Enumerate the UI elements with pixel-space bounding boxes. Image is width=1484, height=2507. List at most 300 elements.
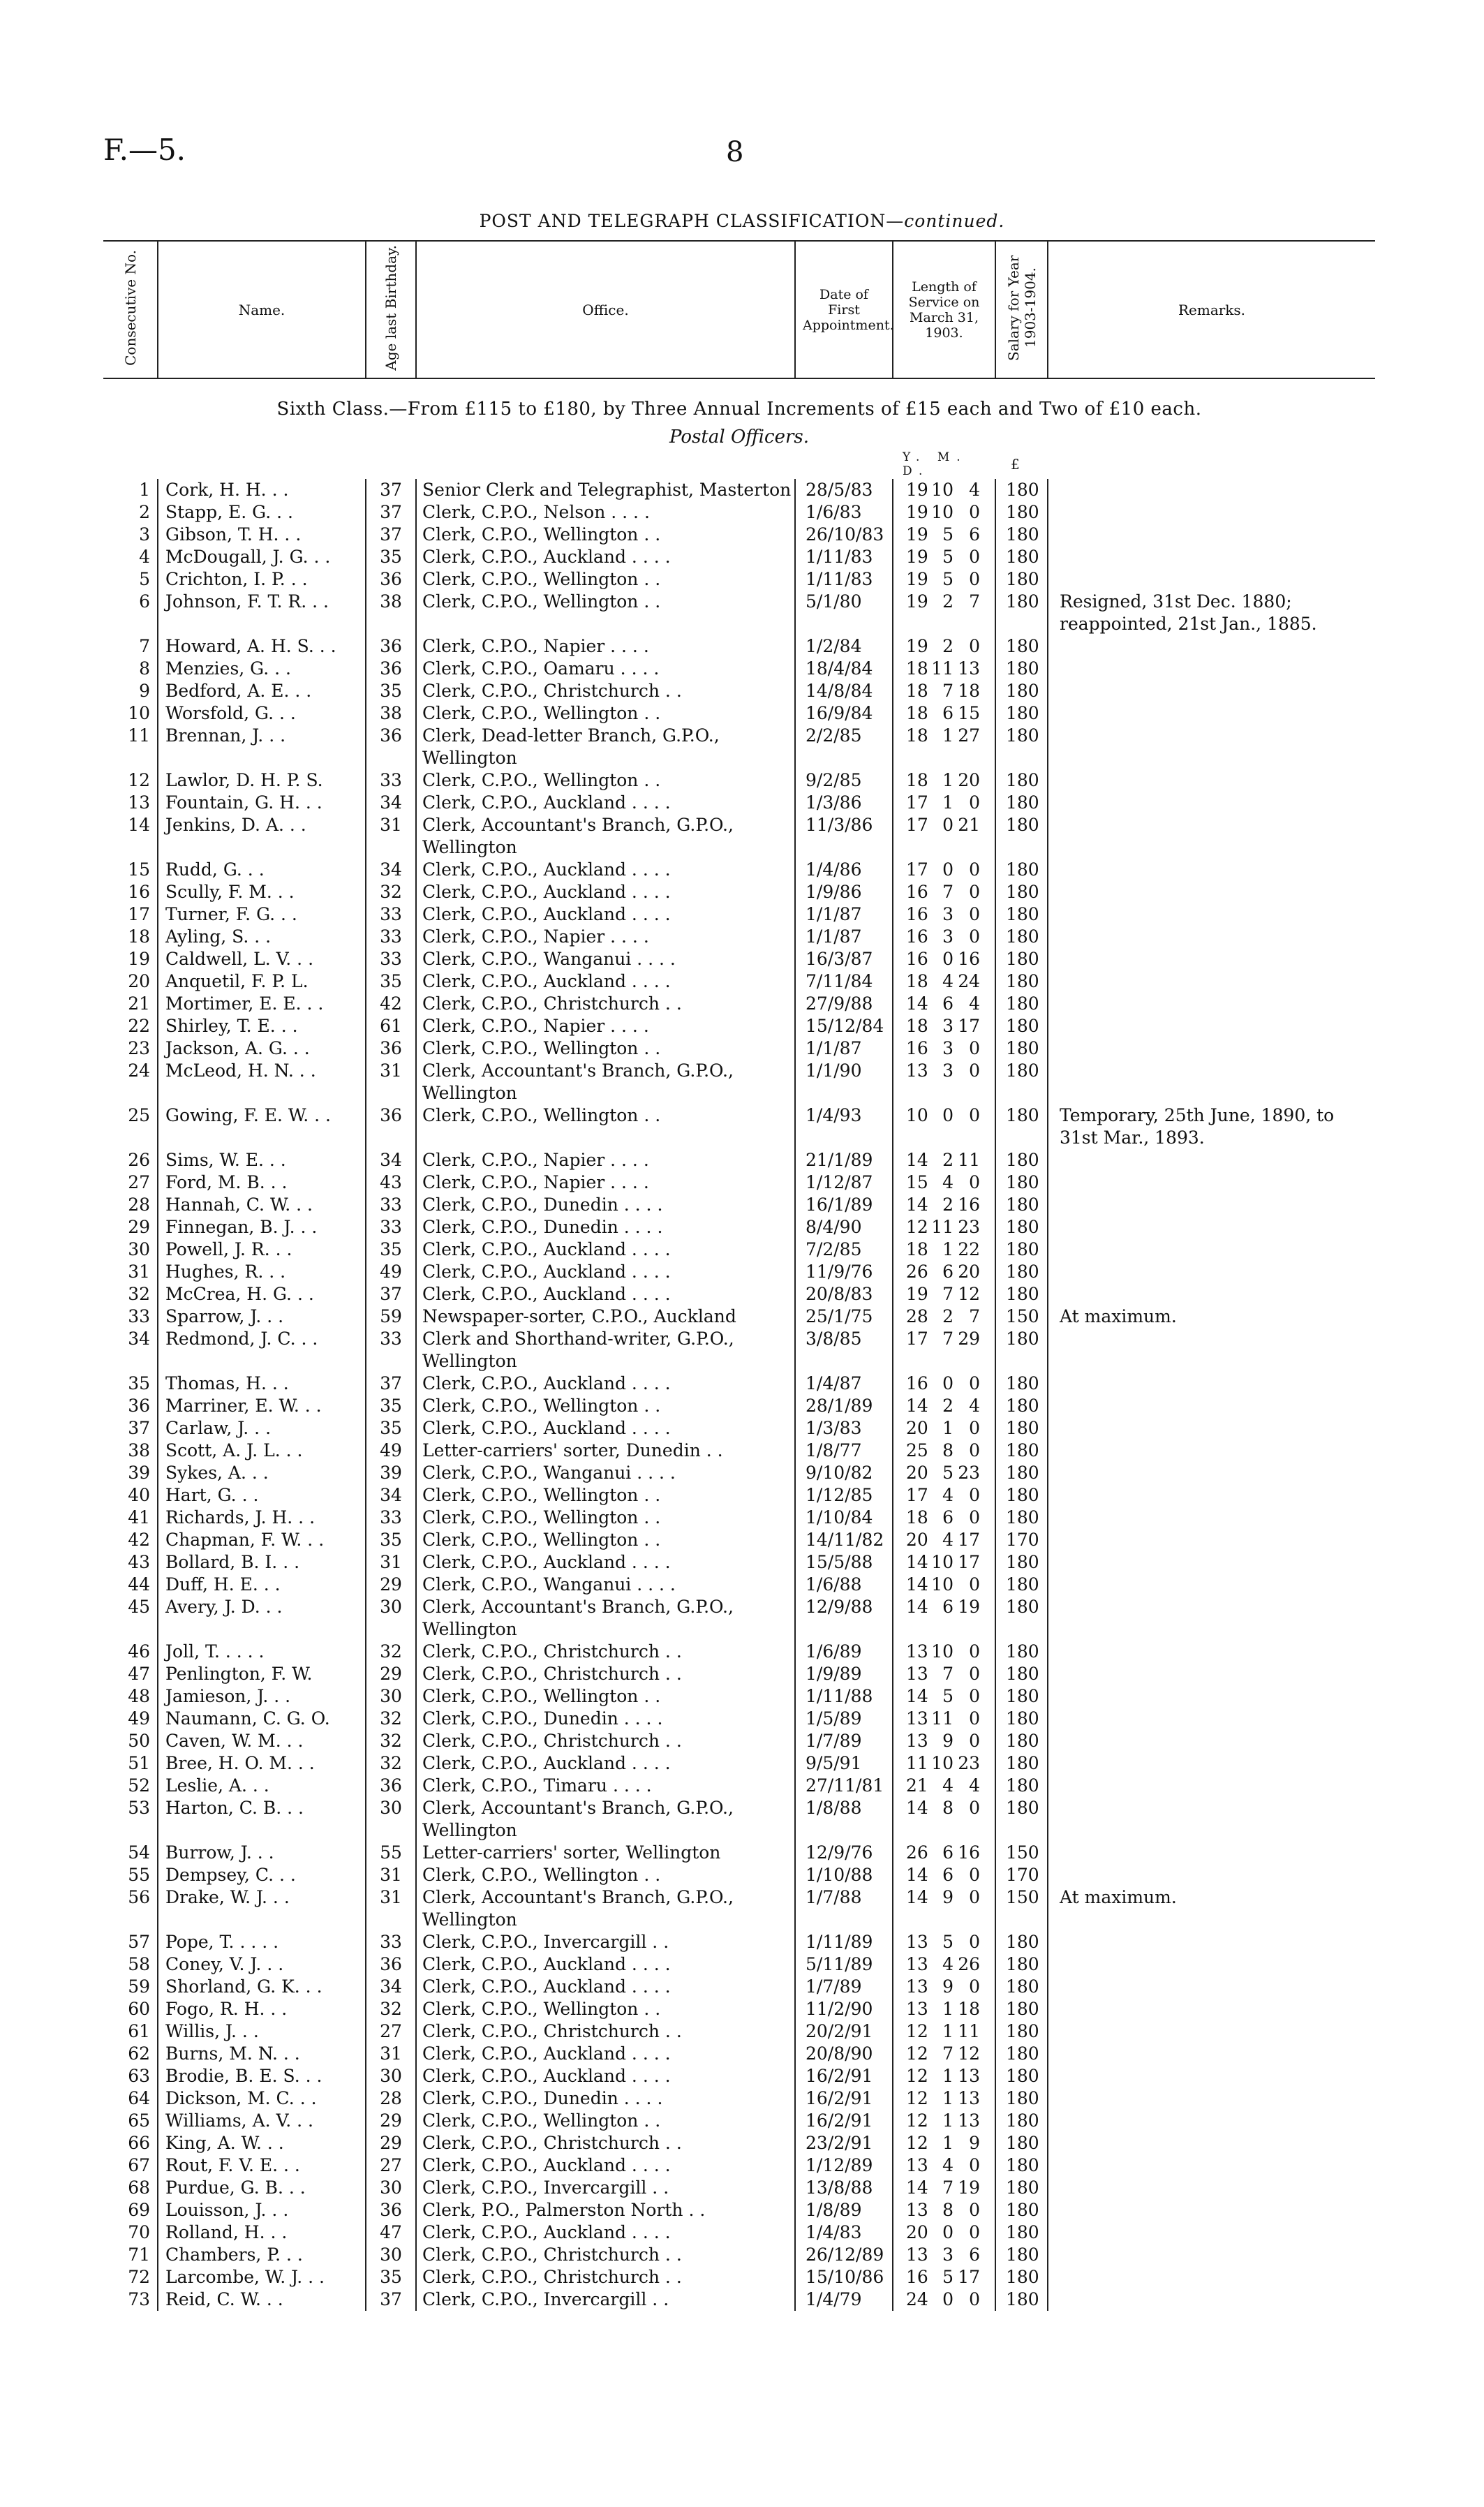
salary-value: 180 xyxy=(995,635,1048,658)
service-years: 13 xyxy=(906,1976,928,1997)
service-years: 14 xyxy=(906,1686,928,1706)
table-row xyxy=(103,1060,1375,1104)
service-length xyxy=(893,2221,995,2244)
service-years: 10 xyxy=(906,1105,928,1125)
office-value: Clerk, C.P.O., Auckland . . . . xyxy=(416,1373,795,1395)
consecutive-no: 8 xyxy=(139,658,150,679)
employee-name: Chambers, P. . . xyxy=(158,2244,366,2266)
service-months: 6 xyxy=(942,703,954,723)
remarks-value xyxy=(1048,1931,1375,1953)
service-length xyxy=(893,2043,995,2065)
remarks-value: Temporary, 25th June, 1890, to 31st Mar., 1893. xyxy=(1048,1104,1375,1149)
service-length xyxy=(893,2199,995,2221)
employee-name: Penlington, F. W. xyxy=(158,1663,366,1685)
appointment-date: 1/6/89 xyxy=(795,1641,893,1663)
title-continued: continued. xyxy=(904,211,1005,231)
salary-value: 180 xyxy=(995,479,1048,501)
salary-value: 180 xyxy=(995,1216,1048,1238)
remarks-value xyxy=(1048,1842,1375,1864)
service-years: 18 xyxy=(906,725,928,746)
office-value: Clerk, C.P.O., Auckland . . . . xyxy=(416,2043,795,2065)
consecutive-no: 37 xyxy=(128,1418,150,1438)
appointment-date: 1/12/85 xyxy=(795,1484,893,1507)
salary-value: 180 xyxy=(995,1775,1048,1797)
office-value: Clerk, C.P.O., Nelson . . . . xyxy=(416,501,795,524)
service-months: 1 xyxy=(942,2021,954,2041)
table-row xyxy=(103,1306,1375,1328)
appointment-date: 1/4/83 xyxy=(795,2221,893,2244)
consecutive-no: 54 xyxy=(128,1842,150,1863)
col-date: Date of First Appointment. xyxy=(795,241,893,378)
consecutive-no: 19 xyxy=(128,949,150,969)
table-row xyxy=(103,881,1375,903)
service-days: 0 xyxy=(969,1574,980,1595)
consecutive-no: 35 xyxy=(128,1373,150,1393)
service-months: 6 xyxy=(942,1507,954,1528)
service-length xyxy=(893,2177,995,2199)
salary-value: 180 xyxy=(995,926,1048,948)
remarks-value xyxy=(1048,2199,1375,2221)
salary-value: 180 xyxy=(995,1574,1048,1596)
remarks-value xyxy=(1048,2266,1375,2288)
table-row xyxy=(103,2266,1375,2288)
employee-name: Sparrow, J. . . xyxy=(158,1306,366,1328)
service-length xyxy=(893,524,995,546)
service-years: 18 xyxy=(906,703,928,723)
remarks-value xyxy=(1048,1953,1375,1976)
service-years: 13 xyxy=(906,1932,928,1952)
service-years: 12 xyxy=(906,2066,928,2086)
service-days: 18 xyxy=(958,1999,980,2019)
service-years: 18 xyxy=(906,971,928,991)
salary-value: 180 xyxy=(995,859,1048,881)
service-length xyxy=(893,658,995,680)
service-months: 6 xyxy=(942,1842,954,1863)
office-value: Clerk, C.P.O., Dunedin . . . . xyxy=(416,1194,795,1216)
appointment-date: 1/6/83 xyxy=(795,501,893,524)
table-row xyxy=(103,501,1375,524)
table-row xyxy=(103,1015,1375,1037)
service-months: 5 xyxy=(942,524,954,545)
age-value: 43 xyxy=(366,1171,416,1194)
service-length xyxy=(893,1529,995,1551)
salary-value: 180 xyxy=(995,501,1048,524)
service-years: 13 xyxy=(906,2155,928,2175)
service-years: 12 xyxy=(906,1217,928,1237)
table-row xyxy=(103,1998,1375,2020)
remarks-value xyxy=(1048,568,1375,591)
salary-value: 170 xyxy=(995,1864,1048,1886)
service-days: 0 xyxy=(969,1418,980,1438)
service-months: 4 xyxy=(942,1172,954,1192)
service-months: 3 xyxy=(942,1060,954,1081)
service-length xyxy=(893,1060,995,1104)
service-years: 18 xyxy=(906,681,928,701)
office-value: Clerk, C.P.O., Wellington . . xyxy=(416,769,795,792)
service-years: 14 xyxy=(906,1195,928,1215)
age-value: 34 xyxy=(366,859,416,881)
consecutive-no: 73 xyxy=(128,2289,150,2309)
service-days: 0 xyxy=(969,636,980,656)
service-months: 6 xyxy=(942,993,954,1014)
appointment-date: 27/9/88 xyxy=(795,993,893,1015)
table-row xyxy=(103,546,1375,568)
remarks-value xyxy=(1048,1462,1375,1484)
age-value: 35 xyxy=(366,1238,416,1261)
salary-value: 180 xyxy=(995,1037,1048,1060)
service-length xyxy=(893,1931,995,1953)
service-days: 12 xyxy=(958,2043,980,2064)
table-row xyxy=(103,1171,1375,1194)
service-months: 1 xyxy=(942,2133,954,2153)
appointment-date: 20/8/90 xyxy=(795,2043,893,2065)
table-row xyxy=(103,2221,1375,2244)
appointment-date: 8/4/90 xyxy=(795,1216,893,1238)
age-value: 61 xyxy=(366,1015,416,1037)
title-main: POST AND TELEGRAPH CLASSIFICATION— xyxy=(479,211,905,231)
consecutive-no: 51 xyxy=(128,1753,150,1773)
office-value: Clerk, C.P.O., Invercargill . . xyxy=(416,1931,795,1953)
service-days: 0 xyxy=(969,2289,980,2309)
salary-value: 180 xyxy=(995,1104,1048,1149)
table-row xyxy=(103,1641,1375,1663)
salary-value: 180 xyxy=(995,814,1048,859)
appointment-date: 16/3/87 xyxy=(795,948,893,970)
consecutive-no: 14 xyxy=(128,815,150,835)
office-value: Clerk, C.P.O., Wellington . . xyxy=(416,1507,795,1529)
remarks-value xyxy=(1048,2110,1375,2132)
age-value: 37 xyxy=(366,479,416,501)
service-days: 0 xyxy=(969,792,980,813)
service-length xyxy=(893,903,995,926)
service-months: 4 xyxy=(942,2155,954,2175)
office-value: Clerk, C.P.O., Invercargill . . xyxy=(416,2288,795,2311)
appointment-date: 1/7/89 xyxy=(795,1976,893,1998)
consecutive-no: 7 xyxy=(139,636,150,656)
remarks-value xyxy=(1048,1417,1375,1440)
office-value: Clerk, C.P.O., Napier . . . . xyxy=(416,1015,795,1037)
service-years: 16 xyxy=(906,904,928,924)
employee-name: Avery, J. D. . . xyxy=(158,1596,366,1641)
employee-name: Duff, H. E. . . xyxy=(158,1574,366,1596)
table-row xyxy=(103,993,1375,1015)
service-years: 26 xyxy=(906,1262,928,1282)
service-years: 12 xyxy=(906,2133,928,2153)
service-years: 14 xyxy=(906,993,928,1014)
service-months: 1 xyxy=(942,2088,954,2108)
appointment-date: 13/8/88 xyxy=(795,2177,893,2199)
employee-name: Anquetil, F. P. L. xyxy=(158,970,366,993)
employee-name: Fountain, G. H. . . xyxy=(158,792,366,814)
appointment-date: 14/11/82 xyxy=(795,1529,893,1551)
table-row xyxy=(103,2043,1375,2065)
appointment-date: 9/5/91 xyxy=(795,1752,893,1775)
service-days: 13 xyxy=(958,658,980,679)
salary-value: 180 xyxy=(995,1417,1048,1440)
table-row xyxy=(103,1752,1375,1775)
employee-name: Dempsey, C. . . xyxy=(158,1864,366,1886)
consecutive-no: 18 xyxy=(128,926,150,947)
salary-value: 180 xyxy=(995,970,1048,993)
service-days: 4 xyxy=(969,993,980,1014)
service-days: 11 xyxy=(958,2021,980,2041)
table-row xyxy=(103,1417,1375,1440)
service-days: 9 xyxy=(969,2133,980,2153)
service-length xyxy=(893,568,995,591)
remarks-value xyxy=(1048,2087,1375,2110)
service-days: 0 xyxy=(969,1798,980,1818)
salary-value: 180 xyxy=(995,702,1048,725)
appointment-date: 15/12/84 xyxy=(795,1015,893,1037)
service-months: 7 xyxy=(942,2177,954,2198)
service-years: 16 xyxy=(906,949,928,969)
service-years: 14 xyxy=(906,1150,928,1170)
service-length xyxy=(893,2244,995,2266)
remarks-value xyxy=(1048,725,1375,769)
service-months: 0 xyxy=(942,1373,954,1393)
table-row xyxy=(103,1440,1375,1462)
office-value: Clerk, Accountant's Branch, G.P.O., Wellington xyxy=(416,1596,795,1641)
service-months: 1 xyxy=(942,1418,954,1438)
appointment-date: 1/10/84 xyxy=(795,1507,893,1529)
consecutive-no: 20 xyxy=(128,971,150,991)
remarks-value xyxy=(1048,1507,1375,1529)
service-length xyxy=(893,1037,995,1060)
salary-value: 150 xyxy=(995,1842,1048,1864)
table-row xyxy=(103,1886,1375,1931)
service-length xyxy=(893,2087,995,2110)
service-length xyxy=(893,2020,995,2043)
table-row xyxy=(103,970,1375,993)
remarks-value xyxy=(1048,1194,1375,1216)
office-value: Clerk, C.P.O., Auckland . . . . xyxy=(416,1417,795,1440)
office-value: Clerk, C.P.O., Timaru . . . . xyxy=(416,1775,795,1797)
remarks-value xyxy=(1048,1373,1375,1395)
service-months: 7 xyxy=(942,1329,954,1349)
age-value: 36 xyxy=(366,2199,416,2221)
consecutive-no: 17 xyxy=(128,904,150,924)
table-row xyxy=(103,2244,1375,2266)
service-months: 7 xyxy=(942,681,954,701)
service-days: 13 xyxy=(958,2066,980,2086)
service-length xyxy=(893,635,995,658)
office-value: Clerk, C.P.O., Christchurch . . xyxy=(416,2244,795,2266)
remarks-value xyxy=(1048,1484,1375,1507)
employee-name: Larcombe, W. J. . . xyxy=(158,2266,366,2288)
employee-name: Hart, G. . . xyxy=(158,1484,366,1507)
age-value: 35 xyxy=(366,1395,416,1417)
service-years: 18 xyxy=(906,1507,928,1528)
service-days: 0 xyxy=(969,2222,980,2242)
service-length xyxy=(893,1440,995,1462)
consecutive-no: 59 xyxy=(128,1976,150,1997)
service-years: 14 xyxy=(906,2177,928,2198)
salary-value: 180 xyxy=(995,2177,1048,2199)
age-value: 37 xyxy=(366,1283,416,1306)
salary-value: 150 xyxy=(995,1886,1048,1931)
remarks-value xyxy=(1048,1864,1375,1886)
service-months: 6 xyxy=(942,1865,954,1885)
office-value: Clerk, C.P.O., Auckland . . . . xyxy=(416,903,795,926)
employee-name: Coney, V. J. . . xyxy=(158,1953,366,1976)
table-row xyxy=(103,1328,1375,1373)
remarks-value xyxy=(1048,1663,1375,1685)
age-value: 29 xyxy=(366,2132,416,2154)
salary-value: 180 xyxy=(995,2154,1048,2177)
service-length xyxy=(893,1574,995,1596)
service-days: 0 xyxy=(969,904,980,924)
service-length xyxy=(893,1462,995,1484)
age-value: 34 xyxy=(366,1149,416,1171)
table-row xyxy=(103,903,1375,926)
table-row xyxy=(103,1149,1375,1171)
office-value: Letter-carriers' sorter, Wellington xyxy=(416,1842,795,1864)
service-years: 13 xyxy=(906,1999,928,2019)
remarks-value xyxy=(1048,1708,1375,1730)
service-years: 20 xyxy=(906,1418,928,1438)
consecutive-no: 58 xyxy=(128,1954,150,1974)
employee-name: Thomas, H. . . xyxy=(158,1373,366,1395)
appointment-date: 11/9/76 xyxy=(795,1261,893,1283)
office-value: Clerk, C.P.O., Christchurch . . xyxy=(416,1663,795,1685)
appointment-date: 1/9/89 xyxy=(795,1663,893,1685)
service-months: 6 xyxy=(942,1262,954,1282)
salary-value: 180 xyxy=(995,993,1048,1015)
employee-name: McCrea, H. G. . . xyxy=(158,1283,366,1306)
remarks-value: Resigned, 31st Dec. 1880; reappointed, 21st Jan., 1885. xyxy=(1048,591,1375,635)
remarks-value xyxy=(1048,680,1375,702)
class-heading: Sixth Class.—From £115 to £180, by Three Annual Increments of £15 each and Two of £10 each. xyxy=(276,399,1202,420)
service-months: 3 xyxy=(942,1016,954,1036)
office-value: Clerk, C.P.O., Auckland . . . . xyxy=(416,2065,795,2087)
table-row xyxy=(103,1574,1375,1596)
service-length xyxy=(893,1842,995,1864)
salary-value: 180 xyxy=(995,658,1048,680)
service-length xyxy=(893,1685,995,1708)
consecutive-no: 47 xyxy=(128,1664,150,1684)
employee-name: Richards, J. H. . . xyxy=(158,1507,366,1529)
document-title xyxy=(0,211,1484,231)
salary-value: 180 xyxy=(995,1507,1048,1529)
table-row xyxy=(103,859,1375,881)
office-value: Clerk, C.P.O., Wellington . . xyxy=(416,1484,795,1507)
employee-name: Leslie, A. . . xyxy=(158,1775,366,1797)
appointment-date: 16/2/91 xyxy=(795,2065,893,2087)
employee-name: Chapman, F. W. . . xyxy=(158,1529,366,1551)
appointment-date: 1/4/79 xyxy=(795,2288,893,2311)
salary-value: 180 xyxy=(995,546,1048,568)
service-length xyxy=(893,859,995,881)
appointment-date: 28/1/89 xyxy=(795,1395,893,1417)
remarks-value xyxy=(1048,970,1375,993)
office-value: Clerk, C.P.O., Christchurch . . xyxy=(416,2266,795,2288)
service-days: 21 xyxy=(958,815,980,835)
appointment-date: 1/11/83 xyxy=(795,546,893,568)
consecutive-no: 52 xyxy=(128,1775,150,1796)
salary-value: 180 xyxy=(995,1440,1048,1462)
consecutive-no: 26 xyxy=(128,1150,150,1170)
consecutive-no: 29 xyxy=(128,1217,150,1237)
consecutive-no: 12 xyxy=(128,770,150,790)
service-months: 4 xyxy=(942,1954,954,1974)
col-remarks: Remarks. xyxy=(1048,241,1375,378)
table-row xyxy=(103,591,1375,635)
service-years: 19 xyxy=(906,1284,928,1304)
salary-value: 180 xyxy=(995,2110,1048,2132)
appointment-date: 1/5/89 xyxy=(795,1708,893,1730)
service-years: 20 xyxy=(906,1530,928,1550)
service-days: 12 xyxy=(958,1284,980,1304)
salary-value: 180 xyxy=(995,680,1048,702)
service-length xyxy=(893,546,995,568)
remarks-value xyxy=(1048,1797,1375,1842)
service-length xyxy=(893,1752,995,1775)
age-value: 35 xyxy=(366,680,416,702)
age-value: 34 xyxy=(366,1484,416,1507)
employee-name: Hannah, C. W. . . xyxy=(158,1194,366,1216)
appointment-date: 11/3/86 xyxy=(795,814,893,859)
salary-value: 180 xyxy=(995,769,1048,792)
service-days: 0 xyxy=(969,547,980,567)
appointment-date: 26/12/89 xyxy=(795,2244,893,2266)
service-years: 13 xyxy=(906,2245,928,2265)
employee-name: Reid, C. W. . . xyxy=(158,2288,366,2311)
age-value: 36 xyxy=(366,658,416,680)
appointment-date: 12/9/88 xyxy=(795,1596,893,1641)
office-value: Clerk, C.P.O., Dunedin . . . . xyxy=(416,2087,795,2110)
table-row xyxy=(103,702,1375,725)
table-row xyxy=(103,1797,1375,1842)
appointment-date: 1/7/88 xyxy=(795,1886,893,1931)
sub-heading: Postal Officers. xyxy=(669,427,809,448)
age-value: 34 xyxy=(366,792,416,814)
age-value: 33 xyxy=(366,903,416,926)
salary-value: 180 xyxy=(995,1998,1048,2020)
employee-name: Bree, H. O. M. . . xyxy=(158,1752,366,1775)
service-length xyxy=(893,2132,995,2154)
age-value: 32 xyxy=(366,1730,416,1752)
employee-name: Bedford, A. E. . . xyxy=(158,680,366,702)
consecutive-no: 70 xyxy=(128,2222,150,2242)
service-days: 23 xyxy=(958,1753,980,1773)
employee-name: Caldwell, L. V. . . xyxy=(158,948,366,970)
remarks-value xyxy=(1048,524,1375,546)
consecutive-no: 39 xyxy=(128,1463,150,1483)
office-value: Clerk, C.P.O., Auckland . . . . xyxy=(416,1976,795,1998)
classification-table xyxy=(103,240,1375,2311)
service-length xyxy=(893,1306,995,1328)
service-length xyxy=(893,814,995,859)
consecutive-no: 55 xyxy=(128,1865,150,1885)
salary-value: 180 xyxy=(995,1752,1048,1775)
salary-value: 180 xyxy=(995,2288,1048,2311)
service-length xyxy=(893,1328,995,1373)
service-days: 0 xyxy=(969,1976,980,1997)
table-row xyxy=(103,1842,1375,1864)
service-years: 16 xyxy=(906,1038,928,1058)
consecutive-no: 38 xyxy=(128,1440,150,1460)
service-length xyxy=(893,1596,995,1641)
employee-name: Jamieson, J. . . xyxy=(158,1685,366,1708)
age-value: 35 xyxy=(366,970,416,993)
office-value: Letter-carriers' sorter, Dunedin . . xyxy=(416,1440,795,1462)
appointment-date: 7/2/85 xyxy=(795,1238,893,1261)
consecutive-no: 41 xyxy=(128,1507,150,1528)
service-months: 11 xyxy=(931,1708,954,1729)
remarks-value: At maximum. xyxy=(1048,1886,1375,1931)
consecutive-no: 33 xyxy=(128,1306,150,1326)
employee-name: Gibson, T. H. . . xyxy=(158,524,366,546)
